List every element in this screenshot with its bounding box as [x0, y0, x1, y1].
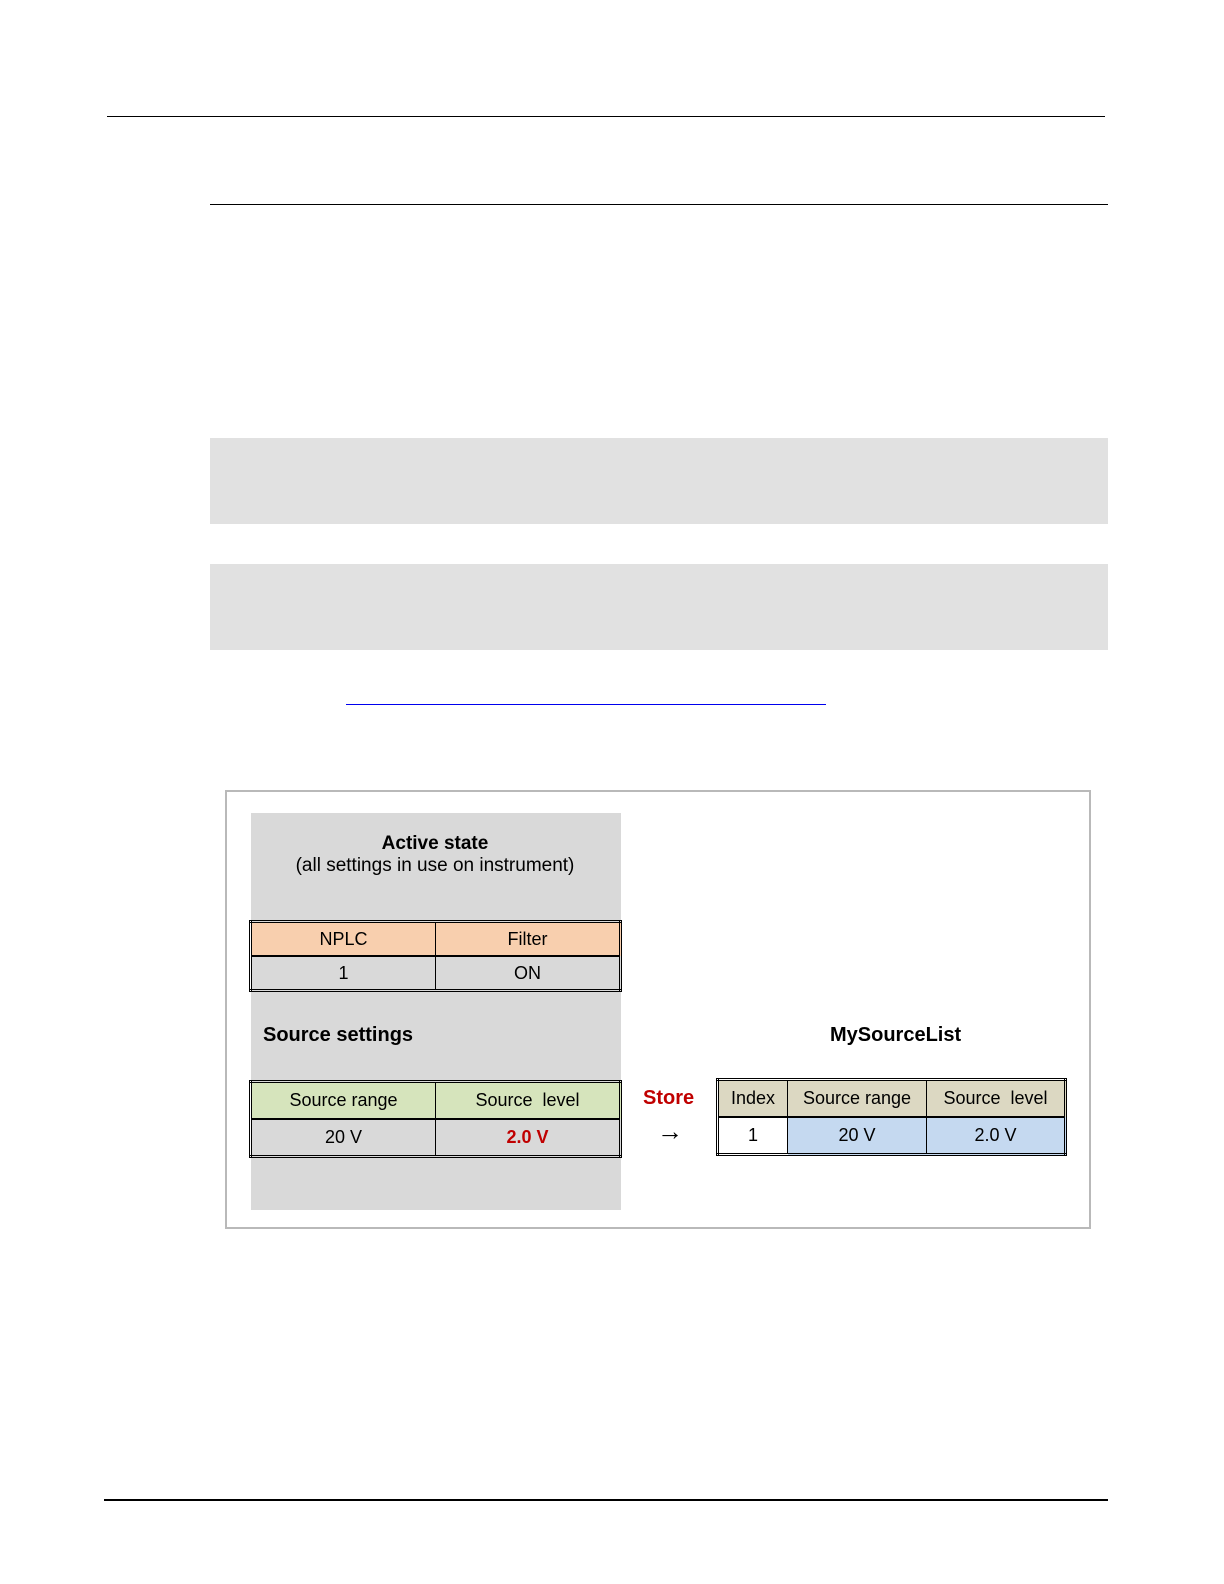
filter-value: ON: [436, 956, 621, 991]
footer-rule: [104, 1499, 1108, 1501]
list-source-level-value: 2.0 V: [927, 1117, 1066, 1155]
source-list-title: MySourceList: [830, 1024, 962, 1046]
hyperlink-underline[interactable]: [346, 704, 826, 705]
active-state-subtitle: (all settings in use on instrument): [295, 855, 575, 876]
source-settings-table: [249, 1080, 622, 1158]
source-level-value: 2.0 V: [436, 1119, 621, 1157]
filter-header: Filter: [436, 922, 621, 957]
active-state-title: Active state: [381, 833, 489, 854]
list-source-level-header: Source level: [927, 1080, 1066, 1118]
nplc-filter-table: [249, 920, 622, 992]
list-source-range-value: 20 V: [788, 1117, 927, 1155]
section-rule: [210, 204, 1108, 205]
store-arrow-icon: →: [657, 1116, 683, 1146]
code-block-1: [210, 438, 1108, 524]
source-range-header: Source range: [251, 1082, 436, 1120]
store-label: Store: [643, 1087, 695, 1109]
index-value: 1: [718, 1117, 788, 1155]
list-source-range-header: Source range: [788, 1080, 927, 1118]
index-header: Index: [718, 1080, 788, 1118]
header-rule: [107, 116, 1105, 117]
source-range-value: 20 V: [251, 1119, 436, 1157]
source-level-header: Source level: [436, 1082, 621, 1120]
source-list-table: [716, 1078, 1067, 1156]
code-block-2: [210, 564, 1108, 650]
nplc-header: NPLC: [251, 922, 436, 957]
nplc-value: 1: [251, 956, 436, 991]
source-list-figure: [225, 790, 1091, 1229]
source-settings-label: Source settings: [263, 1024, 414, 1046]
